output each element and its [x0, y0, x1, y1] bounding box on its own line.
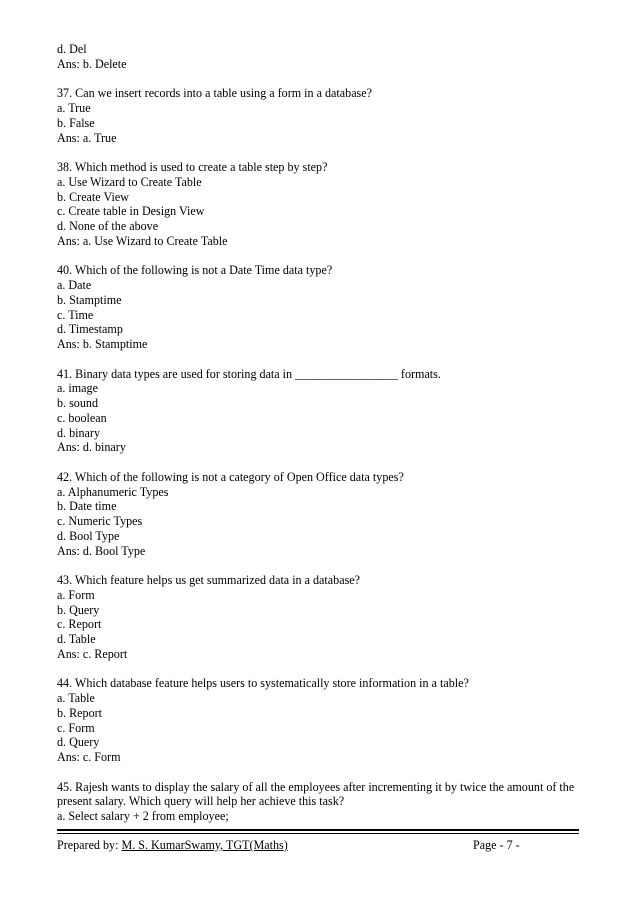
option-line: d. binary	[57, 425, 100, 440]
option-line: a. image	[57, 381, 98, 396]
option-line: d. Del	[57, 42, 87, 56]
question-block	[57, 42, 582, 72]
option-line: c. Form	[57, 720, 95, 735]
footer-author: M. S. KumarSwamy, TGT(Maths)	[121, 838, 288, 852]
question-text: 41. Binary data types are used for storing data in _________________ formats.	[57, 366, 441, 381]
footer-rule	[57, 829, 579, 831]
option-line: a. Alphanumeric Types	[57, 484, 169, 499]
question-text: 43. Which feature helps us get summarized data in a database?	[57, 573, 361, 587]
option-line: c. Report	[57, 617, 102, 632]
question-text: 40. Which of the following is not a Date Time data type?	[57, 263, 333, 278]
answer-line: Ans: b. Delete	[57, 56, 127, 71]
option-line: a. Use Wizard to Create Table	[57, 174, 202, 189]
document-page	[57, 42, 582, 824]
option-line: a. True	[57, 101, 91, 115]
question-block	[57, 263, 582, 352]
option-line: b. False	[57, 115, 95, 130]
option-line: c. Time	[57, 307, 94, 322]
option-line: b. sound	[57, 396, 98, 410]
option-line: a. Form	[57, 587, 95, 602]
question-block	[57, 160, 582, 249]
question-text: 42. Which of the following is not a category of Open Office data types?	[57, 469, 404, 484]
answer-line: Ans: d. Bool Type	[57, 543, 146, 558]
answer-line: Ans: d. binary	[57, 440, 126, 455]
question-text: 38. Which method is used to create a table step by step?	[57, 160, 328, 174]
question-text: 45. Rajesh wants to display the salary of all the employees after incrementing it by twice the amount of the present salary. Which query will help her achieve this task?	[57, 779, 575, 809]
question-block	[57, 86, 582, 145]
option-line: b. Create View	[57, 189, 129, 204]
option-line: a. Date	[57, 278, 92, 292]
question-text: 44. Which database feature helps users to systematically store information in a table?	[57, 676, 469, 691]
question-block	[57, 780, 582, 824]
option-line: a. Table	[57, 691, 95, 705]
answer-line: Ans: c. Report	[57, 646, 128, 661]
option-line: b. Date time	[57, 499, 117, 514]
answer-line: Ans: c. Form	[57, 750, 121, 764]
option-line: c. boolean	[57, 410, 107, 425]
question-block	[57, 367, 582, 456]
option-line: c. Numeric Types	[57, 514, 143, 528]
question-text: 37. Can we insert records into a table using a form in a database?	[57, 86, 373, 101]
option-line: c. Create table in Design View	[57, 204, 205, 219]
question-block	[57, 470, 582, 559]
option-line: d. None of the above	[57, 219, 159, 233]
option-line: b. Query	[57, 602, 100, 617]
answer-line: Ans: b. Stamptime	[57, 337, 148, 351]
option-line: d. Query	[57, 735, 100, 750]
page-footer	[57, 838, 579, 853]
option-line: a. Select salary + 2 from employee;	[57, 809, 229, 823]
footer-prefix: Prepared by:	[57, 838, 122, 852]
option-line: d. Bool Type	[57, 528, 120, 543]
option-line: d. Table	[57, 632, 96, 646]
question-block	[57, 573, 582, 662]
question-block	[57, 676, 582, 765]
footer-rule	[57, 833, 579, 834]
page-number: Page - 7 -	[473, 838, 520, 852]
option-line: b. Stamptime	[57, 292, 122, 307]
option-line: d. Timestamp	[57, 322, 123, 337]
option-line: b. Report	[57, 705, 103, 720]
answer-line: Ans: a. True	[57, 130, 117, 145]
answer-line: Ans: a. Use Wizard to Create Table	[57, 233, 228, 248]
